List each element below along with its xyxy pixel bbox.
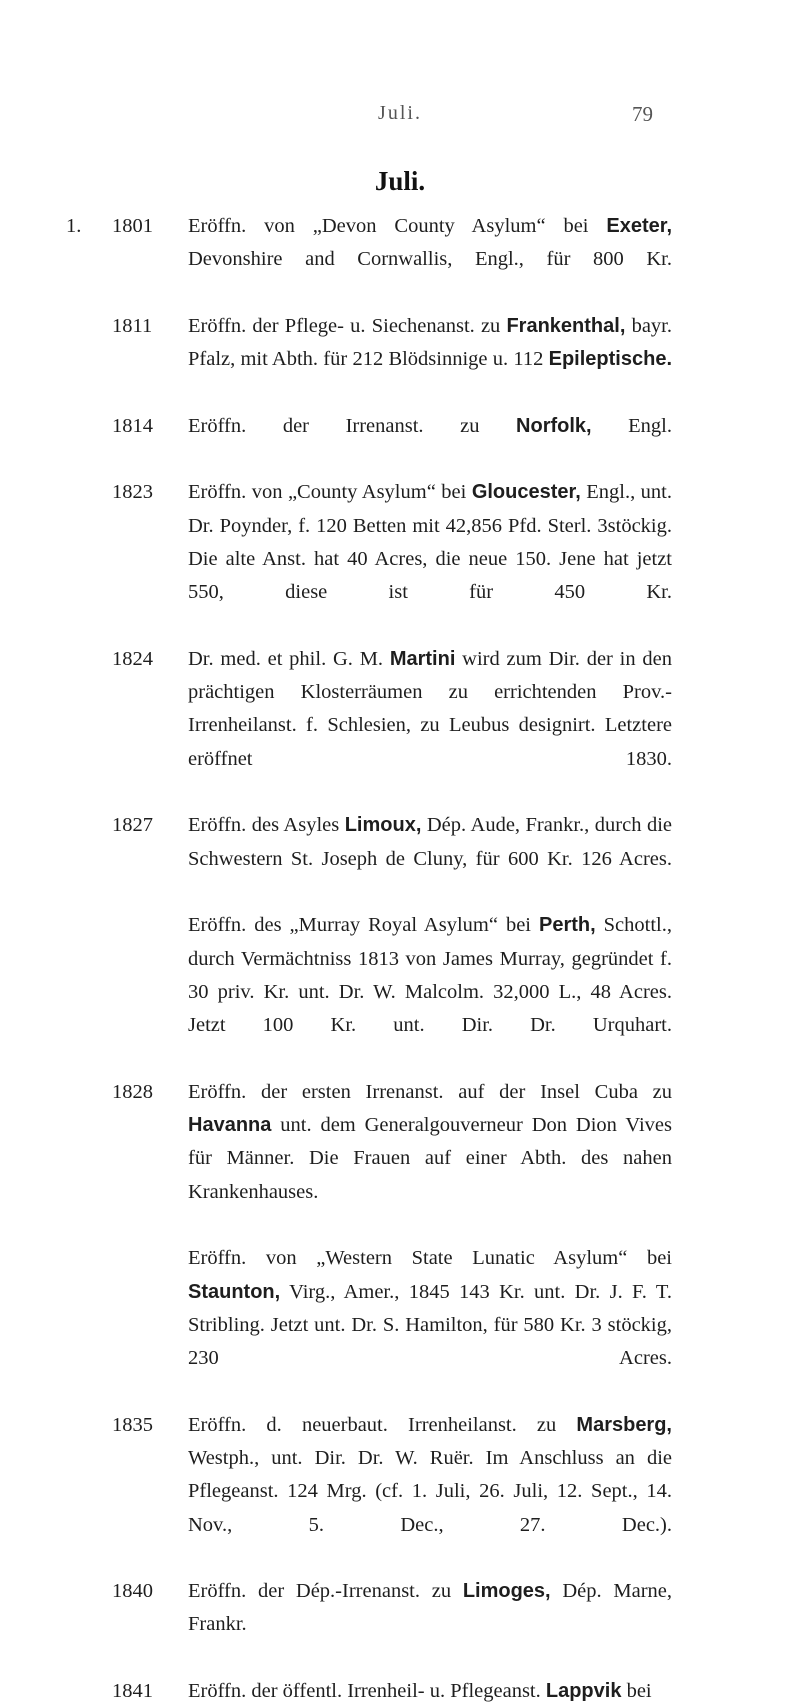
entry-list <box>66 210 673 1708</box>
entry-text: Eröffn. von „Western State Lunatic Asylum“ bei Staunton, Virg., Amer., 1845 143 Kr. unt. Dr. J. F. T. Stribling. Jetzt unt. Dr. S. Hamilton, für 580 Kr. 3 stöckig, 230 Acres. <box>188 1247 672 1370</box>
entry-text: Eröffn. der öffentl. Irrenheil- u. Pflegeanst. Lappvik bei <box>188 1680 652 1703</box>
place-name: Staunton, <box>188 1280 281 1303</box>
place-name: Gloucester, <box>471 481 581 504</box>
place-name: Lappvik <box>545 1680 622 1703</box>
day-number: 1. <box>66 215 82 237</box>
entry-year: 1828 <box>112 1080 153 1103</box>
entry <box>112 1076 672 1242</box>
page-title: Juli. <box>374 166 426 196</box>
entry <box>112 410 672 477</box>
entry-text: Eröffn. von „Devon County Asylum“ bei Exeter, Devonshire and Cornwallis, Engl., für 800 Kr. <box>188 215 672 271</box>
place-name: Limoux, <box>344 814 422 837</box>
entry-year: 1835 <box>112 1413 153 1436</box>
entry-text: Eröffn. der Pflege- u. Siechenanst. zu Frankenthal, bayr. Pfalz, mit Abth. für 212 Blödsinnige u. 112 Epileptische. <box>188 314 672 371</box>
place-name: Norfolk, <box>516 414 592 437</box>
entry-text: Eröffn. von „County Asylum“ bei Gloucester, Engl., unt. Dr. Poynder, f. 120 Betten mit 42,856 Pfd. Sterl. 3stöckig. Die alte Anst. hat 40 Acres, die neue 150. Jene hat jetzt 550, diese ist für 450 Kr. <box>188 481 672 604</box>
entry <box>112 1575 672 1675</box>
entry <box>112 809 672 909</box>
entry-text: Eröffn. der Dép.-Irrenanst. zu Limoges, Dép. Marne, Frankr. <box>188 1580 672 1636</box>
page-number: 79 <box>632 102 653 126</box>
entry-text: Eröffn. d. neuerbaut. Irrenheilanst. zu Marsberg, Westph., unt. Dir. Dr. W. Ruër. Im Anschluss an die Pflegeanst. 124 Mrg. (cf. 1. Juli, 26. Juli, 12. Sept., 14. Nov., 5. Dec., 27. Dec.). <box>188 1413 672 1536</box>
entry-year: 1840 <box>112 1580 153 1603</box>
entry-text: Eröffn. des „Murray Royal Asylum“ bei Perth, Schottl., durch Vermächtniss 1813 von James Murray, gegründet f. 30 priv. Kr. unt. Dr. W. Malcolm. 32,000 L., 48 Acres. Jetzt 100 Kr. unt. Dir. Dr. Urquhart. <box>188 914 672 1037</box>
entry <box>112 310 672 410</box>
running-head <box>0 102 800 132</box>
entry <box>112 476 672 642</box>
entry-year: 1814 <box>112 414 153 437</box>
place-name: Perth, <box>538 914 596 937</box>
running-head-title: Juli. <box>378 102 422 124</box>
entry <box>112 1242 672 1408</box>
person-name: Martini <box>389 647 456 670</box>
entry-year: 1811 <box>112 314 153 337</box>
entry <box>112 1675 672 1708</box>
entry-year: 1841 <box>112 1680 153 1703</box>
entry <box>66 210 672 310</box>
place-name: Limoges, <box>462 1580 551 1603</box>
entry-text: Eröffn. des Asyles Limoux, Dép. Aude, Frankr., durch die Schwestern St. Joseph de Cluny, für 600 Kr. 126 Acres. <box>188 814 672 870</box>
entry-year: 1823 <box>112 481 153 504</box>
entry-text: Eröffn. der ersten Irrenanst. auf der Insel Cuba zu Havanna unt. dem Generalgouverneur Don Dion Vives für Männer. Die Frauen auf einer Abth. des nahen Krankenhauses. <box>188 1080 672 1203</box>
place-name: Marsberg, <box>576 1413 672 1436</box>
place-name: Epileptische. <box>548 348 672 371</box>
entry-text: Dr. med. et phil. G. M. Martini wird zum Dir. der in den prächtigen Klosterräumen zu errichtenden Prov.-Irrenheilanst. f. Schlesien, zu Leubus designirt. Letztere eröffnet 1830. <box>188 647 672 770</box>
entry-year: 1827 <box>112 814 153 837</box>
place-name: Exeter, <box>606 215 672 237</box>
entry-year: 1824 <box>112 647 153 670</box>
entry-year: 1801 <box>112 215 153 237</box>
place-name: Havanna <box>188 1114 272 1137</box>
entry <box>112 909 672 1075</box>
place-name: Frankenthal, <box>506 314 626 337</box>
entry <box>112 1409 672 1575</box>
entry-text: Eröffn. der Irrenanst. zu Norfolk, Engl. <box>188 414 673 437</box>
entry <box>112 643 672 809</box>
